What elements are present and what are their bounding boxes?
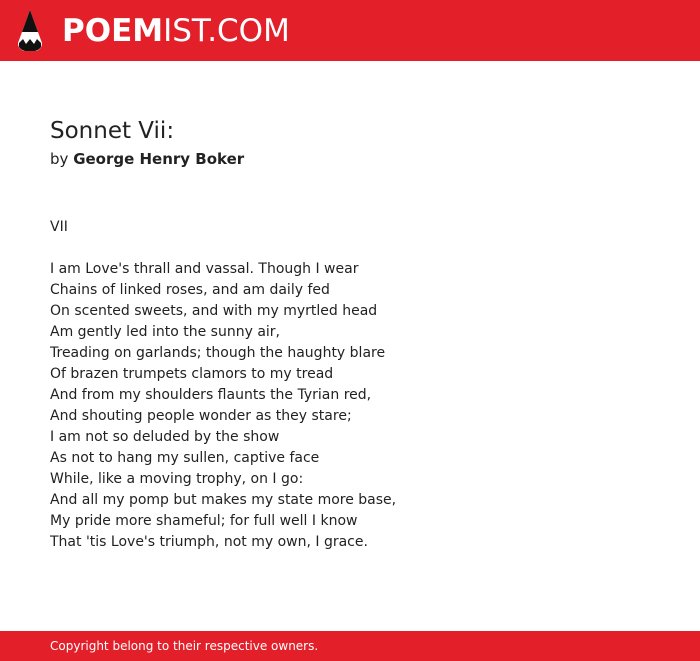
poem-lines (50, 259, 650, 553)
poem-line: Treading on garlands; though the haughty blare (50, 345, 386, 361)
poem-line: And all my pomp but makes my state more base, (50, 492, 397, 508)
poem-line: My pride more shameful; for full well I know (50, 513, 358, 529)
logo-bold-text: POEM (62, 13, 164, 49)
pencil-tip-icon[interactable] (15, 9, 45, 53)
poem-line: And from my shoulders flaunts the Tyrian red, (50, 387, 372, 403)
site-logo[interactable] (62, 11, 290, 51)
poem-line: And shouting people wonder as they stare; (50, 408, 352, 424)
poem-line: While, like a moving trophy, on I go: (50, 471, 304, 487)
poem-line: As not to hang my sullen, captive face (50, 450, 320, 466)
poem-body (50, 217, 650, 553)
poem-line: I am not so deluded by the show (50, 429, 280, 445)
poem-line: Chains of linked roses, and am daily fed (50, 282, 330, 298)
logo-light-text: IST.COM (163, 13, 290, 49)
poem-byline (50, 148, 650, 170)
by-label: by (50, 150, 69, 168)
poem-line: On scented sweets, and with my myrtled head (50, 303, 378, 319)
poem-line: That 'tis Love's triumph, not my own, I grace. (50, 534, 368, 550)
poem-title: Sonnet Vii: (50, 118, 175, 144)
copyright-notice: Copyright belong to their respective owners. (50, 639, 319, 653)
poem-content (50, 114, 650, 553)
poem-section-heading: VII (50, 219, 68, 235)
poem-line: Of brazen trumpets clamors to my tread (50, 366, 334, 382)
poem-line: I am Love's thrall and vassal. Though I wear (50, 261, 359, 277)
poem-author[interactable]: George Henry Boker (73, 150, 245, 168)
site-footer (0, 631, 700, 661)
site-header (0, 0, 700, 61)
poem-line: Am gently led into the sunny air, (50, 324, 281, 340)
